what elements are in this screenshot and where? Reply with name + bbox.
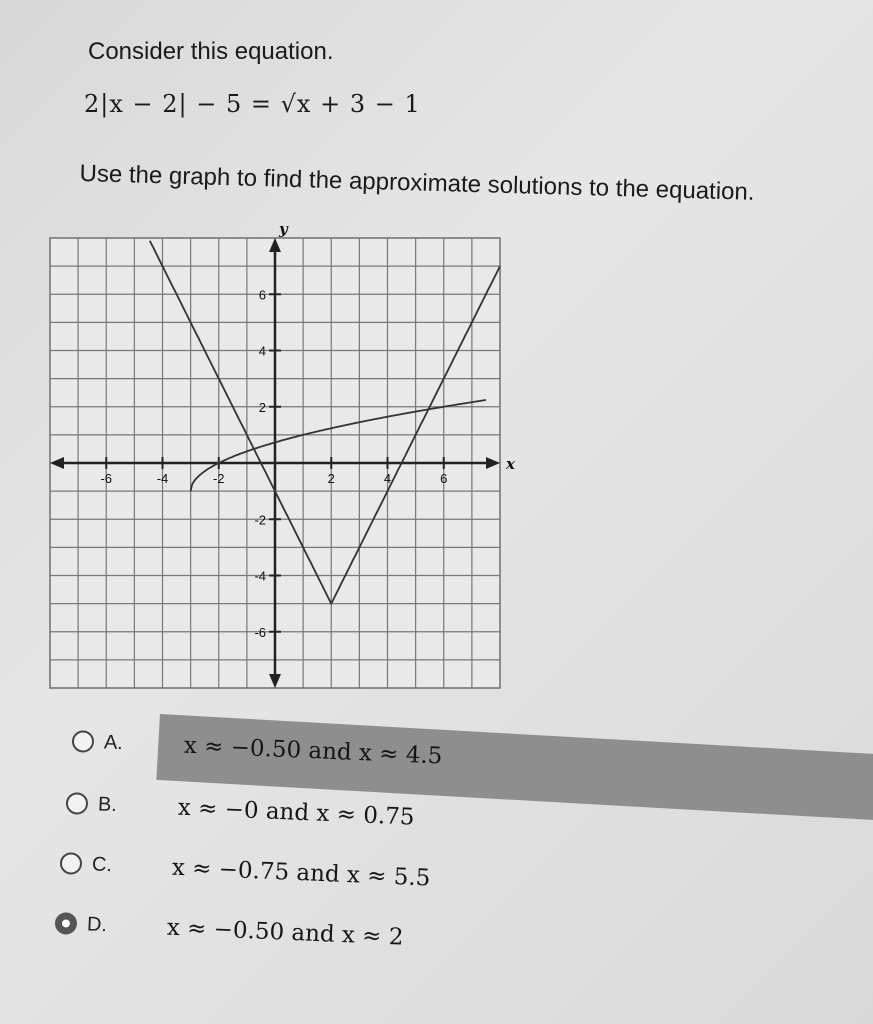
choice-c-letter: C.	[91, 852, 113, 876]
choice-c-text: x ≈ −0.75 and x ≈ 5.5	[171, 854, 431, 892]
question-prompt: Consider this equation.	[88, 38, 334, 65]
y-tick-label: 4	[258, 343, 266, 359]
y-tick-label: 2	[258, 399, 266, 415]
choice-d-letter: D.	[86, 912, 108, 936]
radio-b[interactable]	[66, 792, 89, 815]
y-tick-label: -6	[254, 624, 266, 640]
radio-d[interactable]	[55, 912, 78, 935]
equation: 2|x − 2| − 5 = √x + 3 − 1	[84, 90, 421, 118]
x-tick-label: 2	[327, 471, 335, 486]
choice-d[interactable]	[54, 910, 404, 951]
choice-d-text: x ≈ −0.50 and x ≈ 2	[166, 914, 404, 951]
x-tick-label: -4	[156, 471, 169, 486]
question-instruction: Use the graph to find the approximate solutions to the equation.	[79, 160, 755, 206]
y-axis-label: y	[279, 220, 288, 238]
x-tick-label: 6	[440, 471, 448, 486]
choice-b-text: x ≈ −0 and x ≈ 0.75	[177, 794, 415, 831]
x-tick-label: 4	[383, 471, 392, 486]
answer-choices	[0, 700, 873, 1020]
coordinate-graph	[30, 218, 520, 708]
graph-svg	[30, 218, 520, 708]
y-tick-label: 6	[258, 287, 266, 303]
choice-b-letter: B.	[97, 792, 118, 816]
y-tick-label: -4	[254, 568, 266, 584]
choice-c[interactable]	[59, 850, 430, 891]
choice-a-letter: A.	[103, 730, 124, 754]
x-tick-label: -6	[100, 471, 113, 486]
choice-b[interactable]	[65, 790, 415, 831]
radio-a[interactable]	[72, 730, 95, 753]
choice-a-text: x ≈ −0.50 and x ≈ 4.5	[183, 732, 443, 770]
x-axis-label: x	[506, 455, 515, 473]
radio-c[interactable]	[60, 852, 83, 875]
y-tick-label: -2	[254, 512, 266, 528]
x-tick-label: -2	[212, 471, 225, 486]
